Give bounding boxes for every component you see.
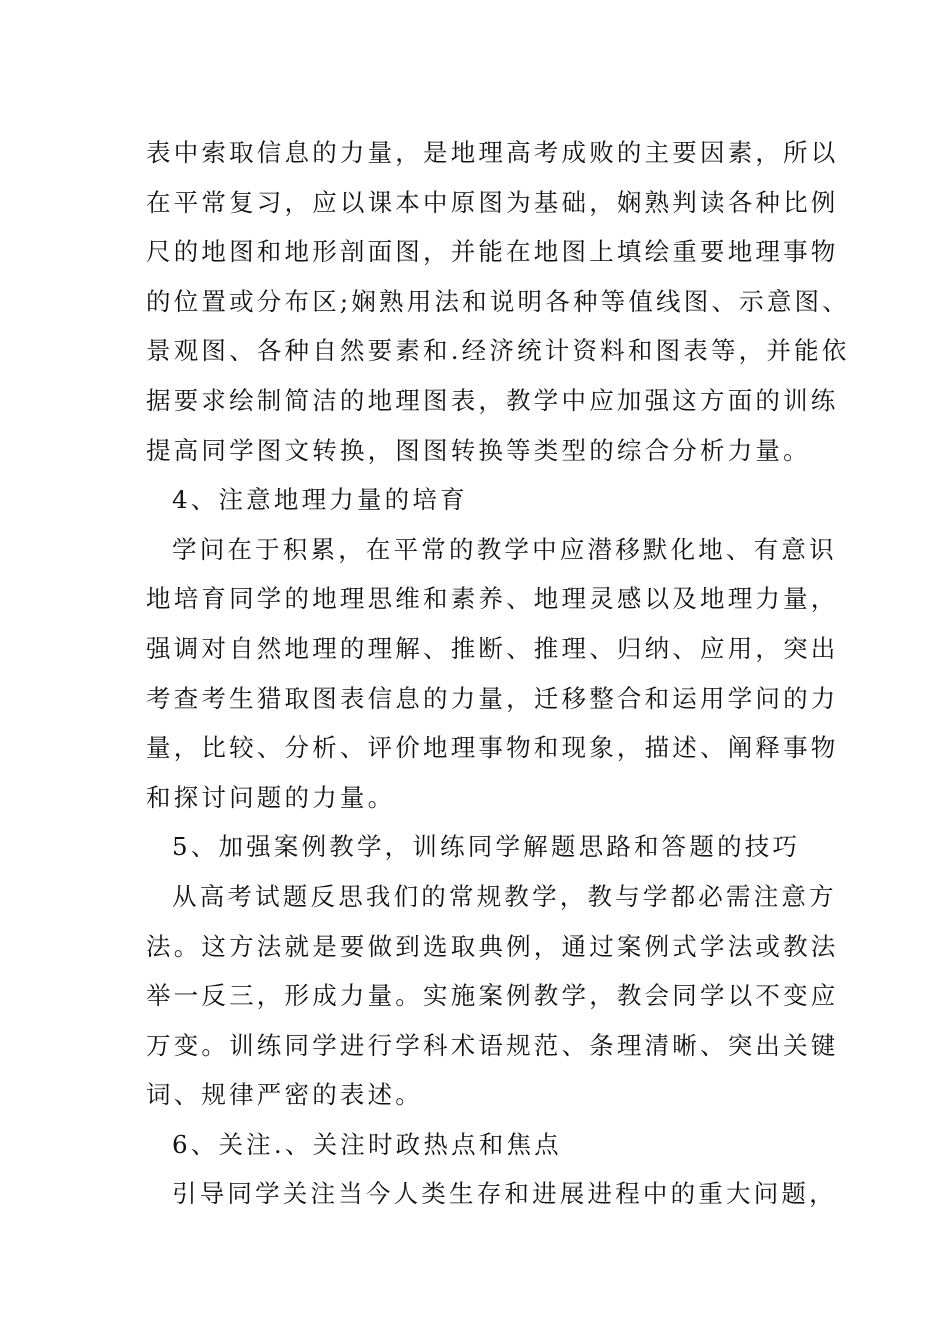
section-heading-6: 6、关注.、关注时政热点和焦点 (172, 1129, 562, 1159)
section-heading-4: 4、注意地理力量的培育 (172, 485, 468, 515)
text-line-19: 万变。训练同学进行学科术语规范、条理清晰、突出关键 (146, 1030, 839, 1060)
text-line-11: 强调对自然地理的理解、推断、推理、归纳、应用，突出 (146, 633, 839, 663)
text-line-4: 的位置或分布区;娴熟用法和说明各种等值线图、示意图、 (146, 286, 850, 316)
text-line-13: 量，比较、分析、评价地理事物和现象，描述、阐释事物 (146, 733, 839, 763)
text-line-12: 考查考生猎取图表信息的力量，迁移整合和运用学问的力 (146, 683, 839, 713)
text-line-9: 学问在于积累，在平常的教学中应潜移默化地、有意识 (172, 534, 837, 564)
document-body (146, 128, 850, 1219)
text-line-18: 举一反三，形成力量。实施案例教学，教会同学以不变应 (146, 981, 839, 1011)
text-line-2: 在平常复习，应以课本中原图为基础，娴熟判读各种比例 (146, 187, 839, 217)
text-line-16: 从高考试题反思我们的常规教学，教与学都必需注意方 (172, 881, 837, 911)
text-line-22: 引导同学关注当今人类生存和进展进程中的重大问题， (172, 1179, 837, 1209)
text-line-3: 尺的地图和地形剖面图，并能在地图上填绘重要地理事物 (146, 237, 839, 267)
text-line-14: 和探讨问题的力量。 (146, 782, 396, 812)
section-heading-5: 5、加强案例教学，训练同学解题思路和答题的技巧 (172, 832, 801, 862)
text-line-7: 提高同学图文转换，图图转换等类型的综合分析力量。 (146, 435, 811, 465)
text-line-5: 景观图、各种自然要素和.经济统计资料和图表等，并能依 (146, 336, 850, 366)
text-line-1: 表中索取信息的力量，是地理高考成败的主要因素，所以 (146, 138, 839, 167)
text-line-10: 地培育同学的地理思维和素养、地理灵感以及地理力量， (146, 584, 839, 614)
text-line-17: 法。这方法就是要做到选取典例，通过案例式学法或教法 (146, 931, 839, 961)
text-line-20: 词、规律严密的表述。 (146, 1080, 423, 1110)
text-line-6: 据要求绘制简洁的地理图表，教学中应加强这方面的训练 (146, 385, 839, 415)
